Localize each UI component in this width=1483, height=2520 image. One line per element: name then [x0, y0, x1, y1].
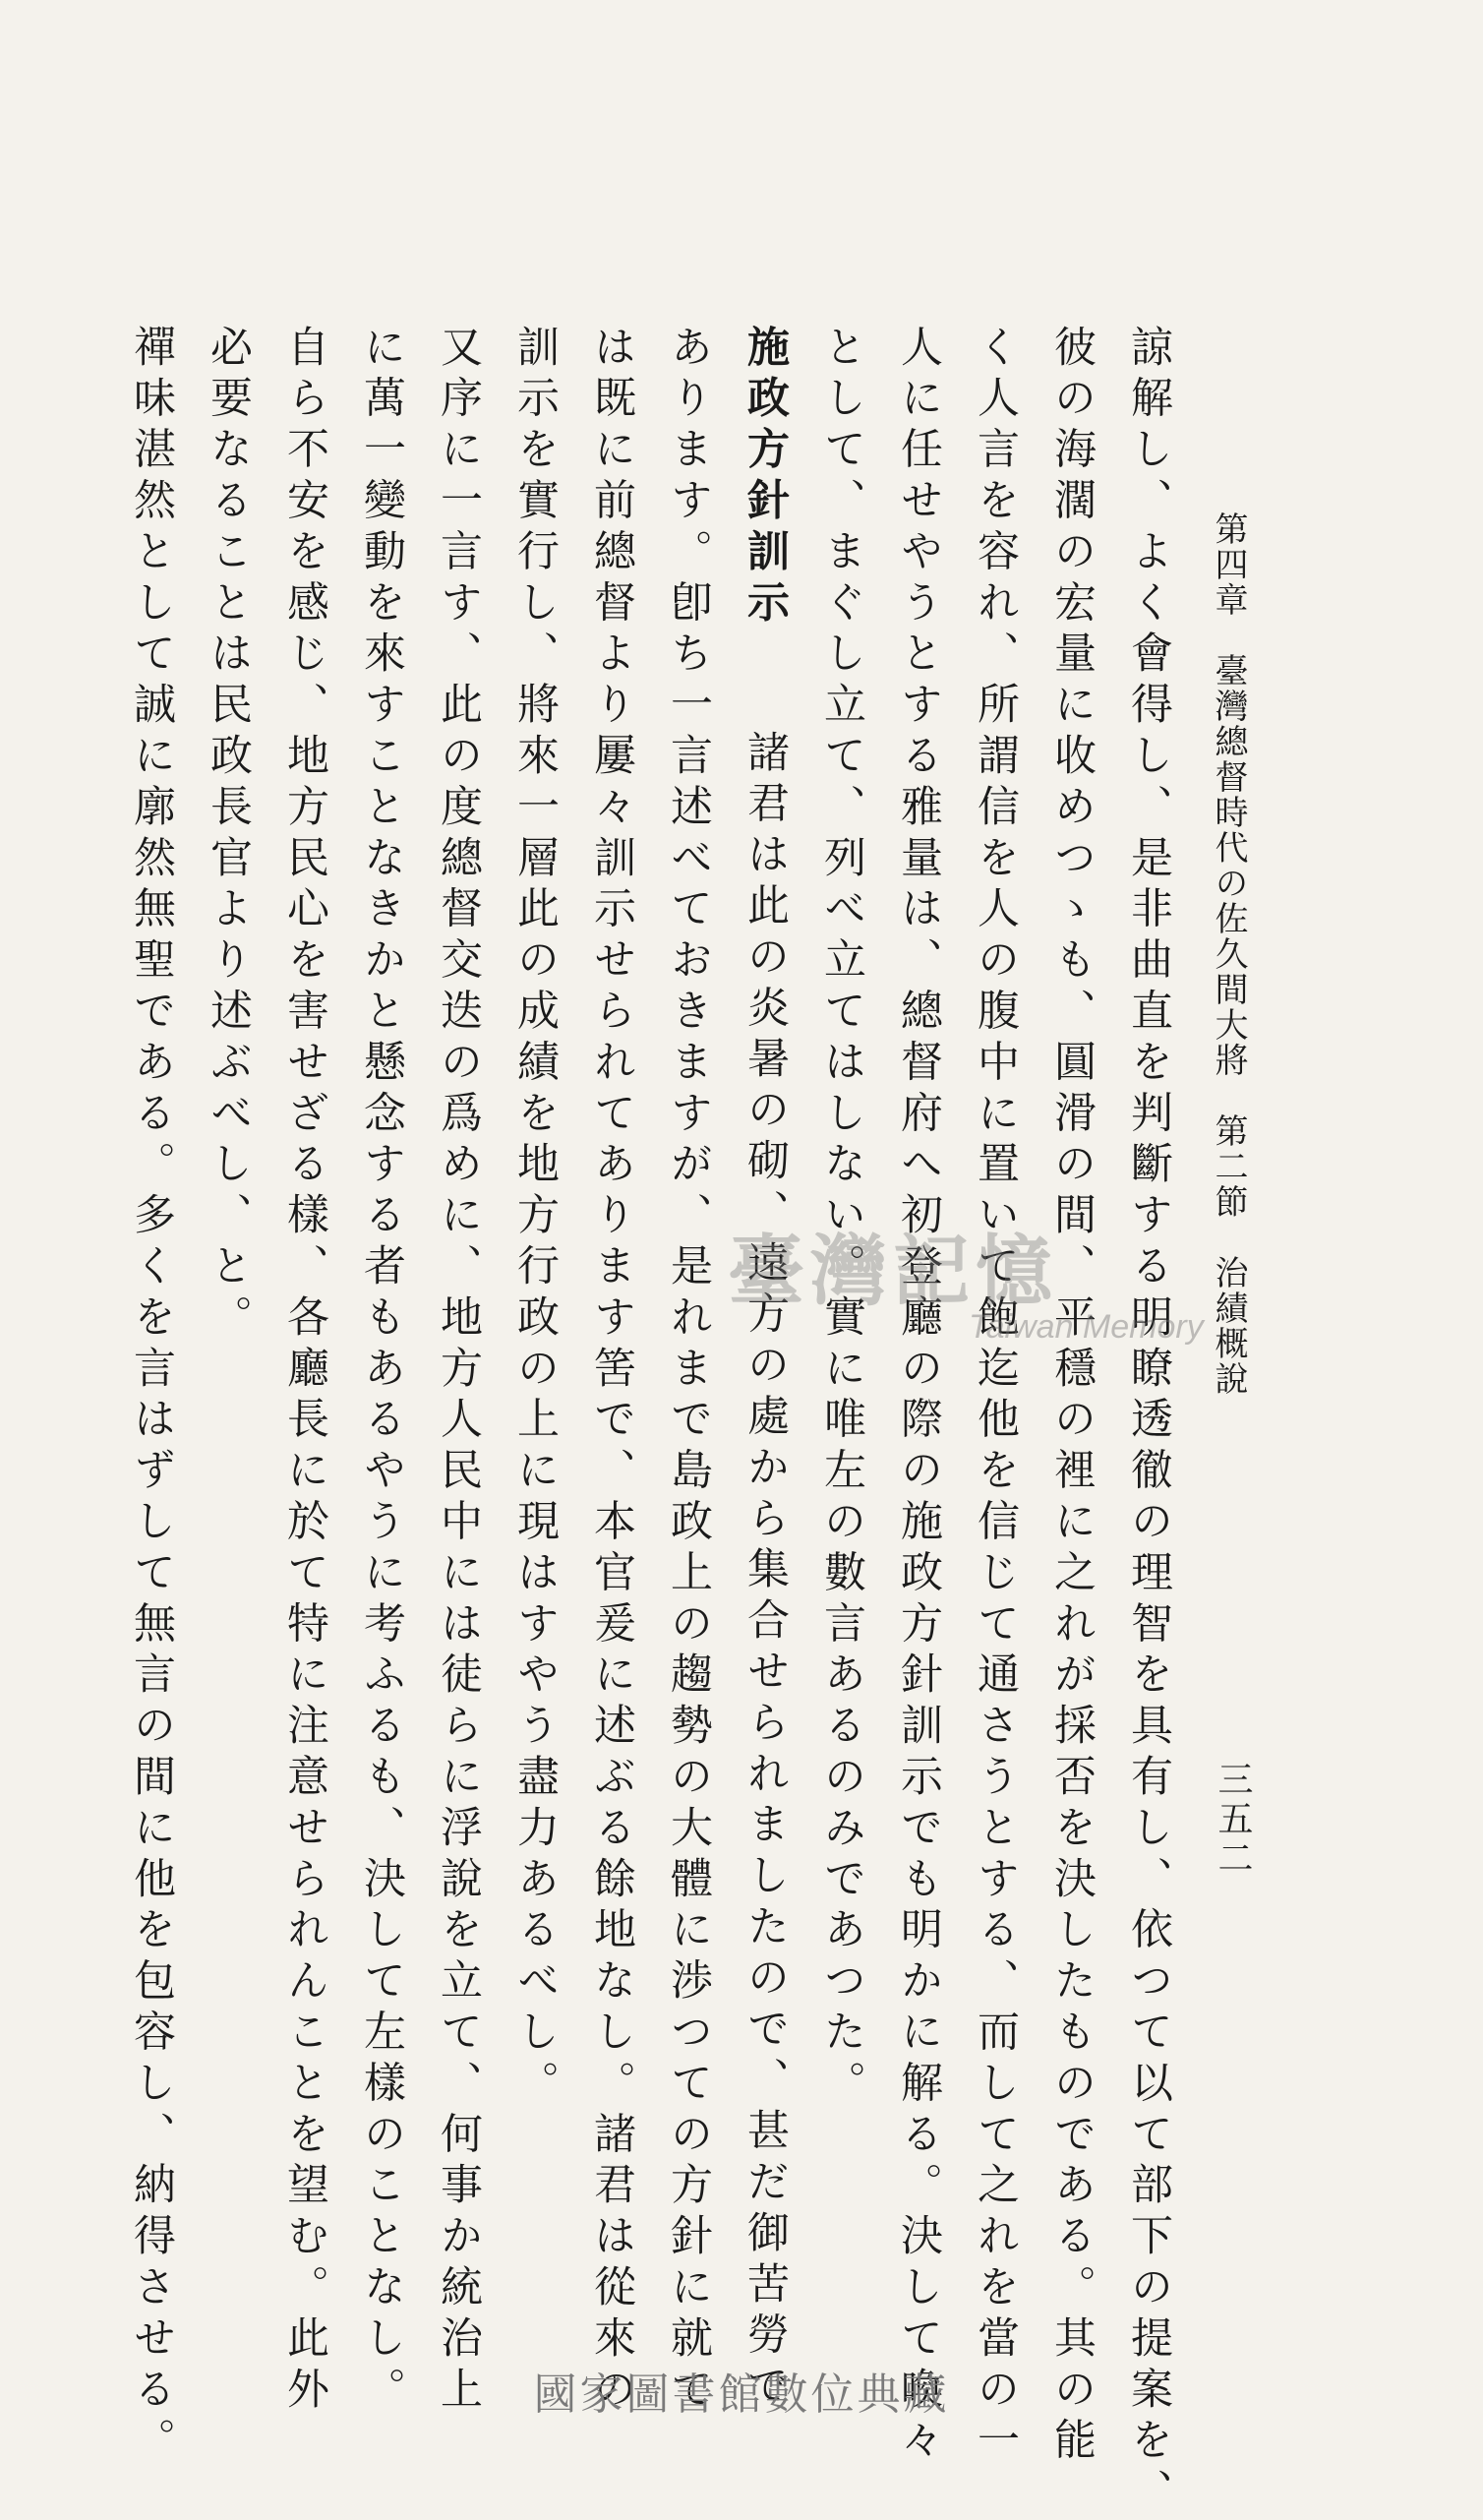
text-column-7: あります。卽ち一言述べておきますが、是れまで島政上の趨勢の大體に渉つての方針に就て — [664, 325, 713, 2418]
text-column-12: 自ら不安を感じ、地方民心を害せざる樣、各廳長に於て特に注意せられんことを望む。此外 — [280, 325, 329, 2418]
text-column-5: として、まぐし立て、列べ立てはしない。實に唯左の數言あるのみであつた。 — [817, 325, 866, 2112]
watermark-subtext: Taiwan Memory — [969, 1308, 1204, 1346]
text-column-6b: 諸君は此の炎暑の砌、遠方の處から集合せられましたので、甚だ御苦勞で — [741, 730, 790, 2415]
text-column-9: 訓示を實行し、將來一層此の成績を地方行政の上に現はすやう盡力あるべし。 — [510, 325, 560, 2112]
text-column-1: 諒解し、よく會得し、是非曲直を判斷する明瞭透徹の理智を具有し、依つて以て部下の提案を、 — [1124, 325, 1173, 2520]
page-number: 三五二 — [1213, 1761, 1253, 1879]
text-column-3: く人言を容れ、所謂信を人の腹中に置いて飽迄他を信じて通さうとする、而して之れを當の一 — [971, 325, 1020, 2469]
text-column-4: 人に任せやうとする雅量は、總督府へ初登廳の際の施政方針訓示でも明かに解る。決して喚々 — [894, 325, 943, 2469]
text-column-11: に萬一變動を來すことなきかと懸念する者もあるやうに考ふるも、決して左樣のことなし。 — [357, 325, 406, 2418]
footer-collection-label: 國家圖書館數位典藏 — [533, 2370, 950, 2420]
text-column-2: 彼の海濶の宏量に收めつゝも、圓滑の間、平穩の裡に之れが採否を決したものである。其の能 — [1047, 325, 1097, 2469]
section-heading: 施政方針訓示 — [741, 325, 790, 631]
text-column-14: 禪味湛然として誠に廓然無聖である。多くを言はずして無言の間に他を包容し、納得させる。 — [127, 325, 176, 2469]
watermark-logo: 臺灣記憶 — [728, 1227, 1059, 1316]
text-column-10: 又序に一言す、此の度總督交迭の爲めに、地方人民中には徒らに浮說を立て、何事か統治上 — [434, 325, 483, 2418]
text-column-13: 必要なることは民政長官より述ぶべし、と。 — [204, 325, 253, 1346]
text-column-8: は既に前總督より屢々訓示せられてあります筈で、本官爰に述ぶる餘地なし。諸君は從來の — [587, 325, 636, 2418]
running-head: 第四章 臺灣總督時代の佐久間大將 第二節 治績概說 — [1209, 511, 1248, 1397]
